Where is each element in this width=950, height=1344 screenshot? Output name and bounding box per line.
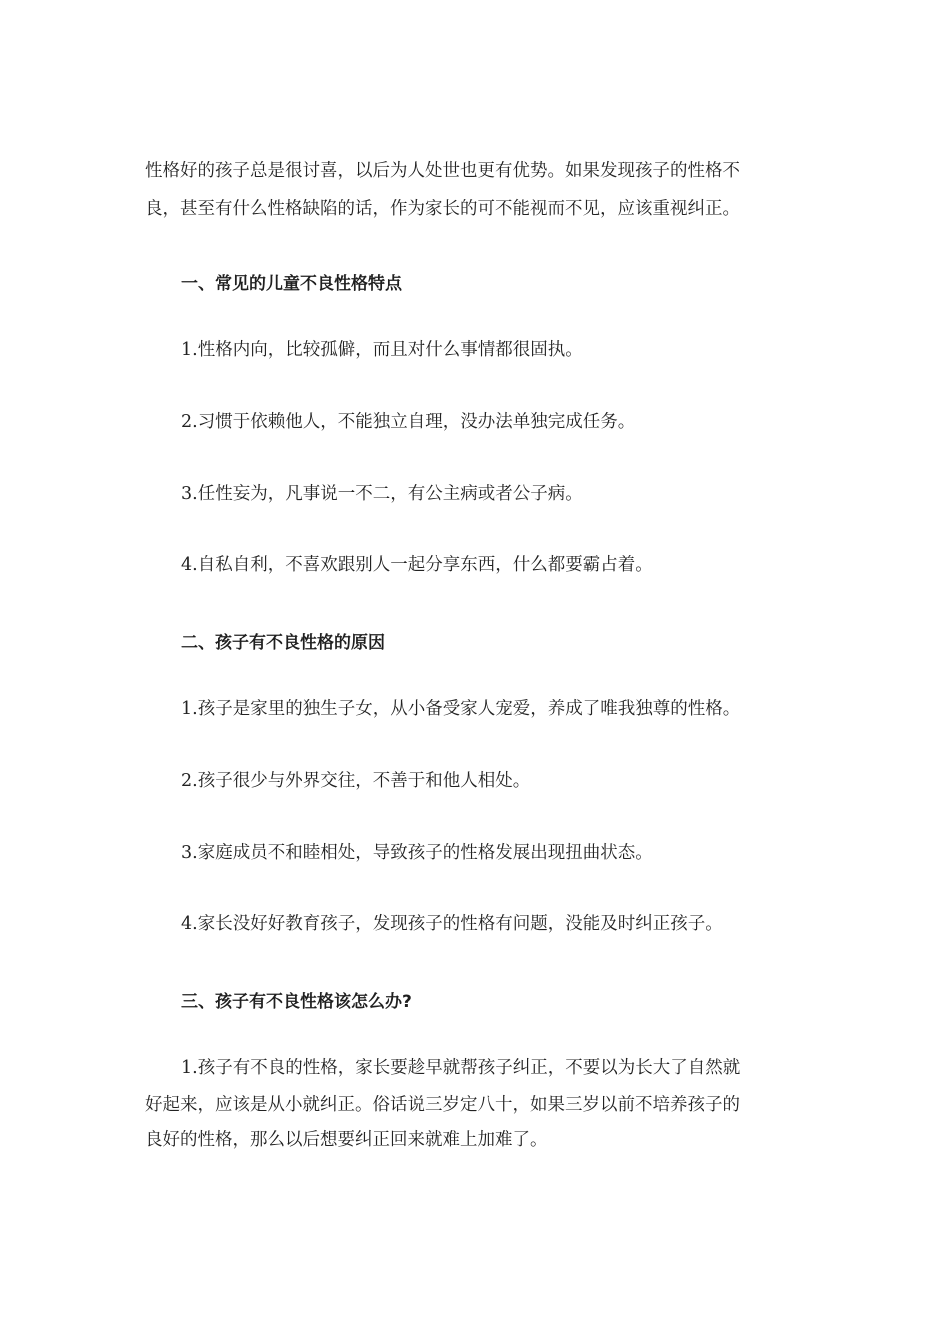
section-heading-2: 二、孩子有不良性格的原因 [181,633,385,653]
intro-line-1: 性格好的孩子总是很讨喜，以后为人处世也更有优势。如果发现孩子的性格不 [145,161,740,181]
section-1-item-4: 4.自私自利，不喜欢跟别人一起分享东西，什么都要霸占着。 [181,555,653,575]
section-2-item-3: 3.家庭成员不和睦相处，导致孩子的性格发展出现扭曲状态。 [181,843,653,863]
section-2-item-1: 1.孩子是家里的独生子女，从小备受家人宠爱，养成了唯我独尊的性格。 [181,699,741,719]
section-2-item-4: 4.家长没好好教育孩子，发现孩子的性格有问题，没能及时纠正孩子。 [181,914,723,934]
section-3-item-1-line-1: 1.孩子有不良的性格，家长要趁早就帮孩子纠正，不要以为长大了自然就 [181,1058,741,1078]
section-heading-3: 三、孩子有不良性格该怎么办? [181,992,412,1012]
section-1-item-1: 1.性格内向，比较孤僻，而且对什么事情都很固执。 [181,340,583,360]
section-3-item-1-line-2: 好起来，应该是从小就纠正。俗话说三岁定八十，如果三岁以前不培养孩子的 [145,1095,740,1115]
section-2-item-2: 2.孩子很少与外界交往，不善于和他人相处。 [181,771,531,791]
section-1-item-3: 3.任性妄为，凡事说一不二，有公主病或者公子病。 [181,484,583,504]
intro-line-2: 良，甚至有什么性格缺陷的话，作为家长的可不能视而不见，应该重视纠正。 [145,199,740,219]
section-heading-1: 一、常见的儿童不良性格特点 [181,274,402,294]
section-3-item-1-line-3: 良好的性格，那么以后想要纠正回来就难上加难了。 [145,1130,548,1150]
section-1-item-2: 2.习惯于依赖他人，不能独立自理，没办法单独完成任务。 [181,412,636,432]
